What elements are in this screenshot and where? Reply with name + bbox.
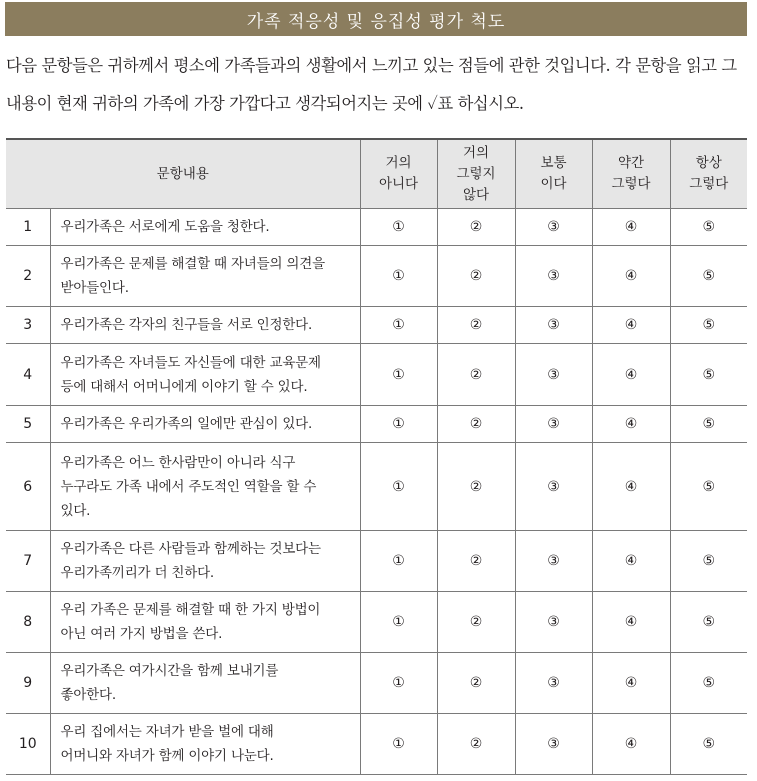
- table-row: [6, 246, 747, 307]
- table-row: [6, 714, 747, 775]
- option-1-choice[interactable]: ①: [360, 406, 437, 443]
- option-1-choice[interactable]: ①: [360, 443, 437, 531]
- option-4-choice[interactable]: ④: [592, 209, 670, 246]
- option-3-choice[interactable]: ③: [515, 531, 592, 592]
- header-option-2: 거의 그렇지 않다: [437, 139, 515, 209]
- option-5-choice[interactable]: ⑤: [670, 443, 747, 531]
- item-statement: 우리 집에서는 자녀가 받을 벌에 대해 어머니와 자녀가 함께 이야기 나눈다.: [50, 714, 360, 775]
- item-statement: 우리가족은 여가시간을 함께 보내기를 좋아한다.: [50, 653, 360, 714]
- option-4-choice[interactable]: ④: [592, 406, 670, 443]
- item-statement: 우리가족은 자녀들도 자신들에 대한 교육문제 등에 대해서 어머니에게 이야기 할 수 있다.: [50, 344, 360, 406]
- option-5-choice[interactable]: ⑤: [670, 307, 747, 344]
- option-1-choice[interactable]: ①: [360, 592, 437, 653]
- item-number: 9: [6, 653, 50, 714]
- option-1-choice[interactable]: ①: [360, 344, 437, 406]
- title-bar: [5, 2, 747, 36]
- option-5-choice[interactable]: ⑤: [670, 714, 747, 775]
- option-1-choice[interactable]: ①: [360, 209, 437, 246]
- table-row: [6, 531, 747, 592]
- option-3-choice[interactable]: ③: [515, 443, 592, 531]
- option-3-choice[interactable]: ③: [515, 592, 592, 653]
- option-3-choice[interactable]: ③: [515, 653, 592, 714]
- item-number: 5: [6, 406, 50, 443]
- option-4-choice[interactable]: ④: [592, 592, 670, 653]
- option-5-choice[interactable]: ⑤: [670, 344, 747, 406]
- option-4-choice[interactable]: ④: [592, 344, 670, 406]
- option-3-choice[interactable]: ③: [515, 209, 592, 246]
- item-statement: 우리 가족은 문제를 해결할 때 한 가지 방법이 아닌 여러 가지 방법을 쓴다.: [50, 592, 360, 653]
- header-option-4: 약간 그렇다: [592, 139, 670, 209]
- item-statement: 우리가족은 문제를 해결할 때 자녀들의 의견을 받아들인다.: [50, 246, 360, 307]
- option-3-choice[interactable]: ③: [515, 406, 592, 443]
- item-statement: 우리가족은 서로에게 도움을 청한다.: [50, 209, 360, 246]
- option-2-choice[interactable]: ②: [437, 531, 515, 592]
- item-number: 3: [6, 307, 50, 344]
- option-5-choice[interactable]: ⑤: [670, 592, 747, 653]
- header-row: [6, 139, 747, 209]
- item-number: 10: [6, 714, 50, 775]
- survey-table: [6, 138, 747, 775]
- option-2-choice[interactable]: ②: [437, 592, 515, 653]
- item-number: 6: [6, 443, 50, 531]
- option-4-choice[interactable]: ④: [592, 307, 670, 344]
- option-4-choice[interactable]: ④: [592, 531, 670, 592]
- option-2-choice[interactable]: ②: [437, 246, 515, 307]
- table-row: [6, 653, 747, 714]
- option-1-choice[interactable]: ①: [360, 714, 437, 775]
- option-4-choice[interactable]: ④: [592, 714, 670, 775]
- item-number: 2: [6, 246, 50, 307]
- table-row: [6, 406, 747, 443]
- option-4-choice[interactable]: ④: [592, 443, 670, 531]
- item-number: 7: [6, 531, 50, 592]
- option-2-choice[interactable]: ②: [437, 344, 515, 406]
- option-5-choice[interactable]: ⑤: [670, 246, 747, 307]
- option-3-choice[interactable]: ③: [515, 344, 592, 406]
- option-3-choice[interactable]: ③: [515, 714, 592, 775]
- item-statement: 우리가족은 각자의 친구들을 서로 인정한다.: [50, 307, 360, 344]
- table-row: [6, 592, 747, 653]
- page-title: 가족 적응성 및 응집성 평가 척도: [246, 11, 506, 32]
- instructions: 다음 문항들은 귀하께서 평소에 가족들과의 생활에서 느끼고 있는 점들에 관한 것입니다. 각 문항을 읽고 그 내용이 현재 귀하의 가족에 가장 가깝다고 생각되어지는 곳에 ✓표 하십시오.: [6, 56, 737, 113]
- option-2-choice[interactable]: ②: [437, 307, 515, 344]
- table-row: [6, 443, 747, 531]
- item-number: 8: [6, 592, 50, 653]
- item-statement: 우리가족은 다른 사람들과 함께하는 것보다는 우리가족끼리가 더 친하다.: [50, 531, 360, 592]
- option-1-choice[interactable]: ①: [360, 307, 437, 344]
- header-option-5: 항상 그렇다: [670, 139, 747, 209]
- item-statement: 우리가족은 어느 한사람만이 아니라 식구 누구라도 가족 내에서 주도적인 역할을 할 수 있다.: [50, 443, 360, 531]
- option-4-choice[interactable]: ④: [592, 653, 670, 714]
- header-option-1: 거의 아니다: [360, 139, 437, 209]
- option-5-choice[interactable]: ⑤: [670, 531, 747, 592]
- option-4-choice[interactable]: ④: [592, 246, 670, 307]
- option-1-choice[interactable]: ①: [360, 653, 437, 714]
- table-row: [6, 307, 747, 344]
- option-5-choice[interactable]: ⑤: [670, 653, 747, 714]
- table-row: [6, 209, 747, 246]
- option-2-choice[interactable]: ②: [437, 653, 515, 714]
- option-1-choice[interactable]: ①: [360, 531, 437, 592]
- item-number: 4: [6, 344, 50, 406]
- option-2-choice[interactable]: ②: [437, 209, 515, 246]
- item-statement: 우리가족은 우리가족의 일에만 관심이 있다.: [50, 406, 360, 443]
- table-row: [6, 344, 747, 406]
- option-1-choice[interactable]: ①: [360, 246, 437, 307]
- option-5-choice[interactable]: ⑤: [670, 406, 747, 443]
- option-3-choice[interactable]: ③: [515, 246, 592, 307]
- option-3-choice[interactable]: ③: [515, 307, 592, 344]
- option-2-choice[interactable]: ②: [437, 714, 515, 775]
- option-2-choice[interactable]: ②: [437, 406, 515, 443]
- option-5-choice[interactable]: ⑤: [670, 209, 747, 246]
- header-option-3: 보통 이다: [515, 139, 592, 209]
- item-number: 1: [6, 209, 50, 246]
- header-item: 문항내용: [6, 139, 360, 209]
- option-2-choice[interactable]: ②: [437, 443, 515, 531]
